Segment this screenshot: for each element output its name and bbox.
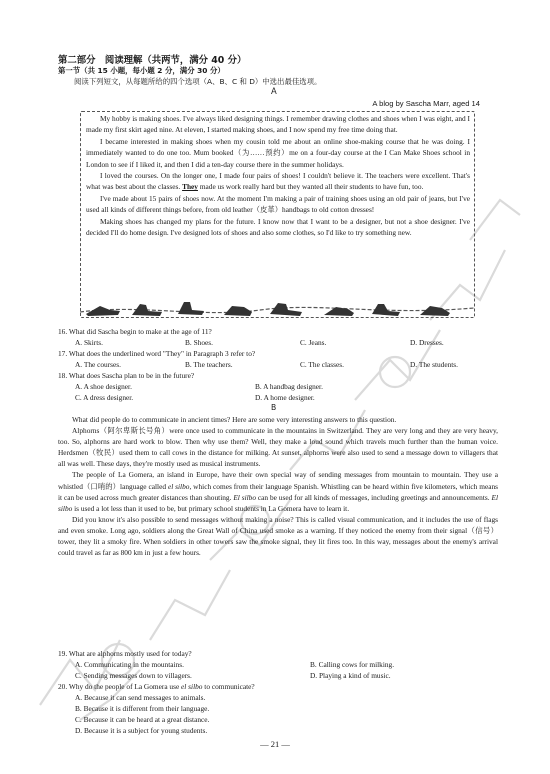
question-19: 19. What are alphorns mostly used for today? xyxy=(58,649,192,658)
option[interactable]: D. Dresses. xyxy=(410,338,444,347)
paragraph: My hobby is making shoes. I've always liked designing things. I remember drawing clothes and shoes when I was eight, and I made my first skirt aged nine. At eleven, I started making shoes, and I now spend my free time doing that. xyxy=(86,114,470,135)
option[interactable]: B. Calling cows for milking. xyxy=(310,660,395,669)
instruction: 阅读下列短文，从每题所给的四个选项（A、B、C 和 D）中选出最佳选项。 xyxy=(74,77,322,86)
option[interactable]: A. Because it can send messages to animals. xyxy=(75,693,206,702)
paragraph: The people of La Gomera, an island in Europe, have their own special way of sending messages from mountain to mountain. They use a whistled（口哨的）language called el silbo, which comes from their language Spanish. Whistling can be heard within five kilometers, which means it can be used across much greater distances than shouting. El silbo can be used for all kinds of messages, including greetings and announcements. El silbo is used a lot less than it used to be, but primary school students in La Gomera have to learn it. xyxy=(58,470,498,513)
question-16: 16. What did Sascha begin to make at the age of 11? xyxy=(58,327,212,336)
paragraph: I became interested in making shoes when my cousin told me about an online shoe-making course that he was doing. I immediately wanted to do one too. Mum booked（为……预约）me on a four-day course at the I Can Make Shoes school in London to see if I liked it, and then I did a ten-day course there in the summer holidays. xyxy=(86,136,470,169)
question-18: 18. What does Sascha plan to be in the future? xyxy=(58,371,195,380)
passage-a-letter: A xyxy=(271,86,277,96)
question-20: 20. Why do the people of La Gomera use el silbo to communicate? xyxy=(58,682,255,691)
option[interactable]: B. A handbag designer. xyxy=(255,382,323,391)
option[interactable]: A. Skirts. xyxy=(75,338,103,347)
option[interactable]: B. Because it is different from their language. xyxy=(75,704,210,713)
option[interactable]: C. A dress designer. xyxy=(75,393,134,402)
option[interactable]: C. Because it can be heard at a great distance. xyxy=(75,715,210,724)
paragraph: Making shoes has changed my plans for the future. I know now that I want to be a designer, but not a shoe designer. I've decided I'll do home design. I've designed lots of shoes and also some clothes, so I'd like to try something new. xyxy=(86,216,470,238)
part-title: 第二部分 阅读理解（共两节，满分 40 分） xyxy=(58,55,247,66)
option[interactable]: D. Playing a kind of music. xyxy=(310,671,391,680)
blog-byline: A blog by Sascha Marr, aged 14 xyxy=(372,99,480,108)
option[interactable]: D. The students. xyxy=(410,360,459,369)
passage-b-text xyxy=(58,414,498,558)
option[interactable]: B. The teachers. xyxy=(185,360,233,369)
option[interactable]: D. Because it is a subject for young students. xyxy=(75,726,208,735)
option[interactable]: A. A shoe designer. xyxy=(75,382,132,391)
question-17: 17. What does the underlined word "They" in Paragraph 3 refer to? xyxy=(58,349,256,358)
passage-b-letter: B xyxy=(271,403,277,412)
paragraph: Did you know it's also possible to send messages without making a noise? This is called visual communication, and it includes the use of flags and even smoke. Long ago, soldiers along the Great Wall of China used smoke as a warning. If they noticed the enemy from their signal（信号）tower, they lit a smoky fire. When soldiers in other towers saw the smoke signal, they lit fires too. In this way, messages about the enemy's arrival could travel as far as 800 km in just a few hours. xyxy=(58,514,498,558)
option[interactable]: A. The courses. xyxy=(75,360,121,369)
shoe-illustration-strip xyxy=(80,296,474,320)
option[interactable]: B. Shoes. xyxy=(185,338,213,347)
option[interactable]: C. Sending messages down to villagers. xyxy=(75,671,192,680)
paragraph: Alphorns（阿尔卑斯长号角）were once used to communicate in the mountains in Switzerland. They are very long and they are very heavy, too. So, alphorns are hard work to blow. Then why use them? Well, they make a loud sound which travels much further than the human voice. Herdsmen（牧民）used them to call cows in the distance for milking. At sunset, alphorns were also used to send a message down to villagers that all was well. These days, they're mostly used as musical instruments. xyxy=(58,426,498,469)
paragraph: I've made about 15 pairs of shoes now. At the moment I'm making a pair of training shoes using an old pair of jeans, but I've used all kinds of different things before, from old leather（皮革）handbags to old cotton dresses! xyxy=(86,193,470,215)
paragraph: I loved the courses. On the longer one, I made four pairs of shoes! I couldn't believe it. The teachers were excellent. That's what was best about the classes. They made us work really hard but they wanted all their students to have fun, too. xyxy=(86,171,470,192)
option[interactable]: A. Communicating in the mountains. xyxy=(75,660,184,669)
option[interactable]: C. The classes. xyxy=(300,360,344,369)
paragraph: What did people do to communicate in ancient times? Here are some very interesting answers to this question. xyxy=(72,415,397,424)
page-number: — 21 — xyxy=(260,739,290,749)
option[interactable]: D. A home designer. xyxy=(255,393,315,402)
passage-a-text xyxy=(86,113,470,238)
section-title: 第一节（共 15 小题，每小题 2 分，满分 30 分） xyxy=(58,66,225,75)
option[interactable]: C. Jeans. xyxy=(300,338,327,347)
